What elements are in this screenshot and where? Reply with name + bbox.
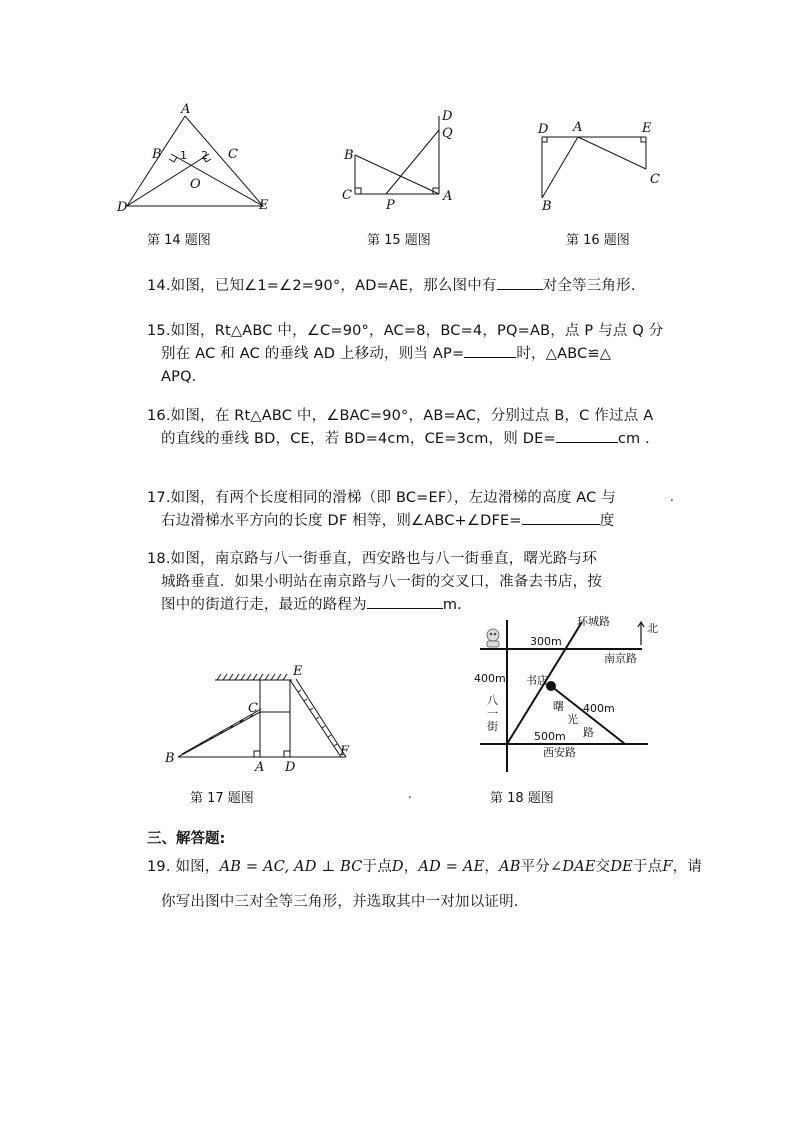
fig18-label-huancheng: 环城路 [577,615,610,628]
q19-m3: AB [499,859,521,875]
q19-t7: ，请 [672,859,703,875]
question-19-line1 [147,856,702,879]
question-17-line1: 17.如图，有两个长度相同的滑梯（即 BC=EF），左边滑梯的高度 AC 与 [147,490,616,506]
q19-m4: ∠DAE [550,859,596,875]
fig18-caption: 第 18 题图 [490,791,554,806]
fig15-label-P: P [386,198,395,213]
fig18-label-shuguang-1: 曙 [553,700,564,713]
xiaoming-person-icon [487,629,499,647]
fig16-label-A: A [573,120,583,135]
fig17-slide-rungs [190,690,337,750]
fig17-label-E: E [293,664,303,679]
q19-t2: ， [403,859,419,875]
fig15-caption: 第 15 题图 [367,233,431,248]
fig15-label-A: A [443,189,453,204]
fig15-label-B: B [344,148,354,163]
q16-text-a: 的直线的垂线 BD，CE，若 BD=4cm，CE=3cm，则 DE= [161,431,556,447]
q17-answer-blank[interactable] [522,510,600,525]
fig15-label-D: D [442,109,453,124]
q19-m1: D [391,859,404,875]
question-15-line2 [161,343,611,366]
question-16-line2 [161,428,650,451]
fig18-label-nanjing: 南京路 [604,652,637,665]
fig16-label-C: C [650,172,660,187]
fig14-label-B: B [152,147,162,162]
question-15-line3: APQ. [161,369,197,385]
q15-text-a: 别在 AC 和 AC 的垂线 AD 上移动，则当 AP= [161,346,465,362]
q16-text-b: cm . [617,431,650,447]
fig14-label-2: 2 [201,149,208,162]
question-16-line1: 16.如图，在 Rt△ABC 中，∠BAC=90°，AB=AC，分别过点 B，C 作过点 A [147,408,654,424]
q19-t6: 于点 [632,859,663,875]
fig18-label-500m: 500m [534,730,566,743]
question-14 [147,275,636,298]
q19-math-given: AB = AC, AD ⊥ BC [219,859,363,875]
figure-17 [160,660,360,775]
fig14-label-A: A [181,102,191,117]
q14-answer-blank[interactable] [497,275,543,290]
q17-text-a: 右边滑梯水平方向的长度 DF 相等，则∠ABC+∠DFE= [161,513,522,529]
fig18-label-shudian: 书店 [526,674,548,687]
q19-m6: F [662,859,673,875]
fig18-label-north: 北 [647,622,658,635]
fig18-label-bayi-2: 一 [487,707,498,720]
question-19-line2: 你写出图中三对全等三角形，并选取其中一对加以证明. [161,894,519,910]
q19-m2: AD = AE [418,859,485,875]
question-15-line1: 15.如图，Rt△ABC 中，∠C=90°，AC=8，BC=4，PQ=AB，点 P 与点 Q 分 [147,323,664,339]
fig18-label-400m-a: 400m [474,672,506,685]
fig17-label-F: F [340,744,350,759]
fig16-label-E: E [642,121,652,136]
question-17-line2 [161,510,614,533]
fig16-label-B: B [542,199,552,214]
q17-text-b: 度 [599,513,615,529]
fig14-label-E: E [259,198,269,213]
q18-text-b: m. [442,597,462,613]
q19-t5: 交 [595,859,611,875]
fig14-label-C: C [228,147,238,162]
figure-15 [335,100,465,215]
fig18-label-300m: 300m [530,635,562,648]
fig18-label-400m-b: 400m [583,702,615,715]
fig16-label-D: D [538,122,549,137]
fig14-label-1: 1 [180,149,187,162]
fig14-caption: 第 14 题图 [147,233,211,248]
fig17-hatch [217,674,287,680]
fig15-label-C: C [342,188,352,203]
fig16-caption: 第 16 题图 [566,233,630,248]
section-title: 三、解答题: [147,831,226,847]
q19-num: 19. 如图， [147,859,220,875]
fig17-label-C: C [248,701,258,716]
question-18-line2: 城路垂直．如果小明站在南京路与八一街的交叉口，准备去书店，按 [161,574,602,590]
q14-text-a: 14.如图，已知∠1=∠2=90°，AD=AE，那么图中有 [147,278,497,294]
fig15-label-Q: Q [442,126,453,141]
q14-text-b: 对全等三角形. [542,278,636,294]
fig14-label-D: D [117,200,128,215]
fig17-label-D: D [285,760,296,775]
figure-18 [470,612,670,777]
fig17-label-A: A [255,760,265,775]
q15-answer-blank[interactable] [464,343,516,358]
figure-16 [528,112,668,217]
q15-text-b: 时，△ABC≌△ [516,346,612,362]
fig18-label-xian: 西安路 [543,746,576,759]
q19-t1: 于点 [362,859,392,875]
question-18-line1: 18.如图，南京路与八一街垂直，西安路也与八一街垂直，曙光路与环 [147,551,597,567]
q19-t3: ， [484,859,500,875]
question-18-line3 [161,594,462,617]
q16-answer-blank[interactable] [556,428,618,443]
q17-margin-dot: . [670,490,674,504]
fig17-caption: 第 17 题图 [190,791,254,806]
fig18-label-bayi-1: 八 [487,694,498,707]
center-dot: . [408,787,412,801]
q19-m5: DE [610,859,633,875]
q18-answer-blank[interactable] [367,594,443,609]
fig17-label-B: B [165,751,175,766]
q18-text-a: 图中的街道行走，最近的路程为 [161,597,367,613]
fig18-label-shuguang-3: 路 [583,726,594,739]
fig14-label-O: O [190,177,201,192]
figure-14 [110,100,280,215]
fig18-label-bayi-3: 街 [487,720,498,733]
fig18-label-shuguang-2: 光 [567,713,578,726]
q19-t4: 平分 [520,859,551,875]
